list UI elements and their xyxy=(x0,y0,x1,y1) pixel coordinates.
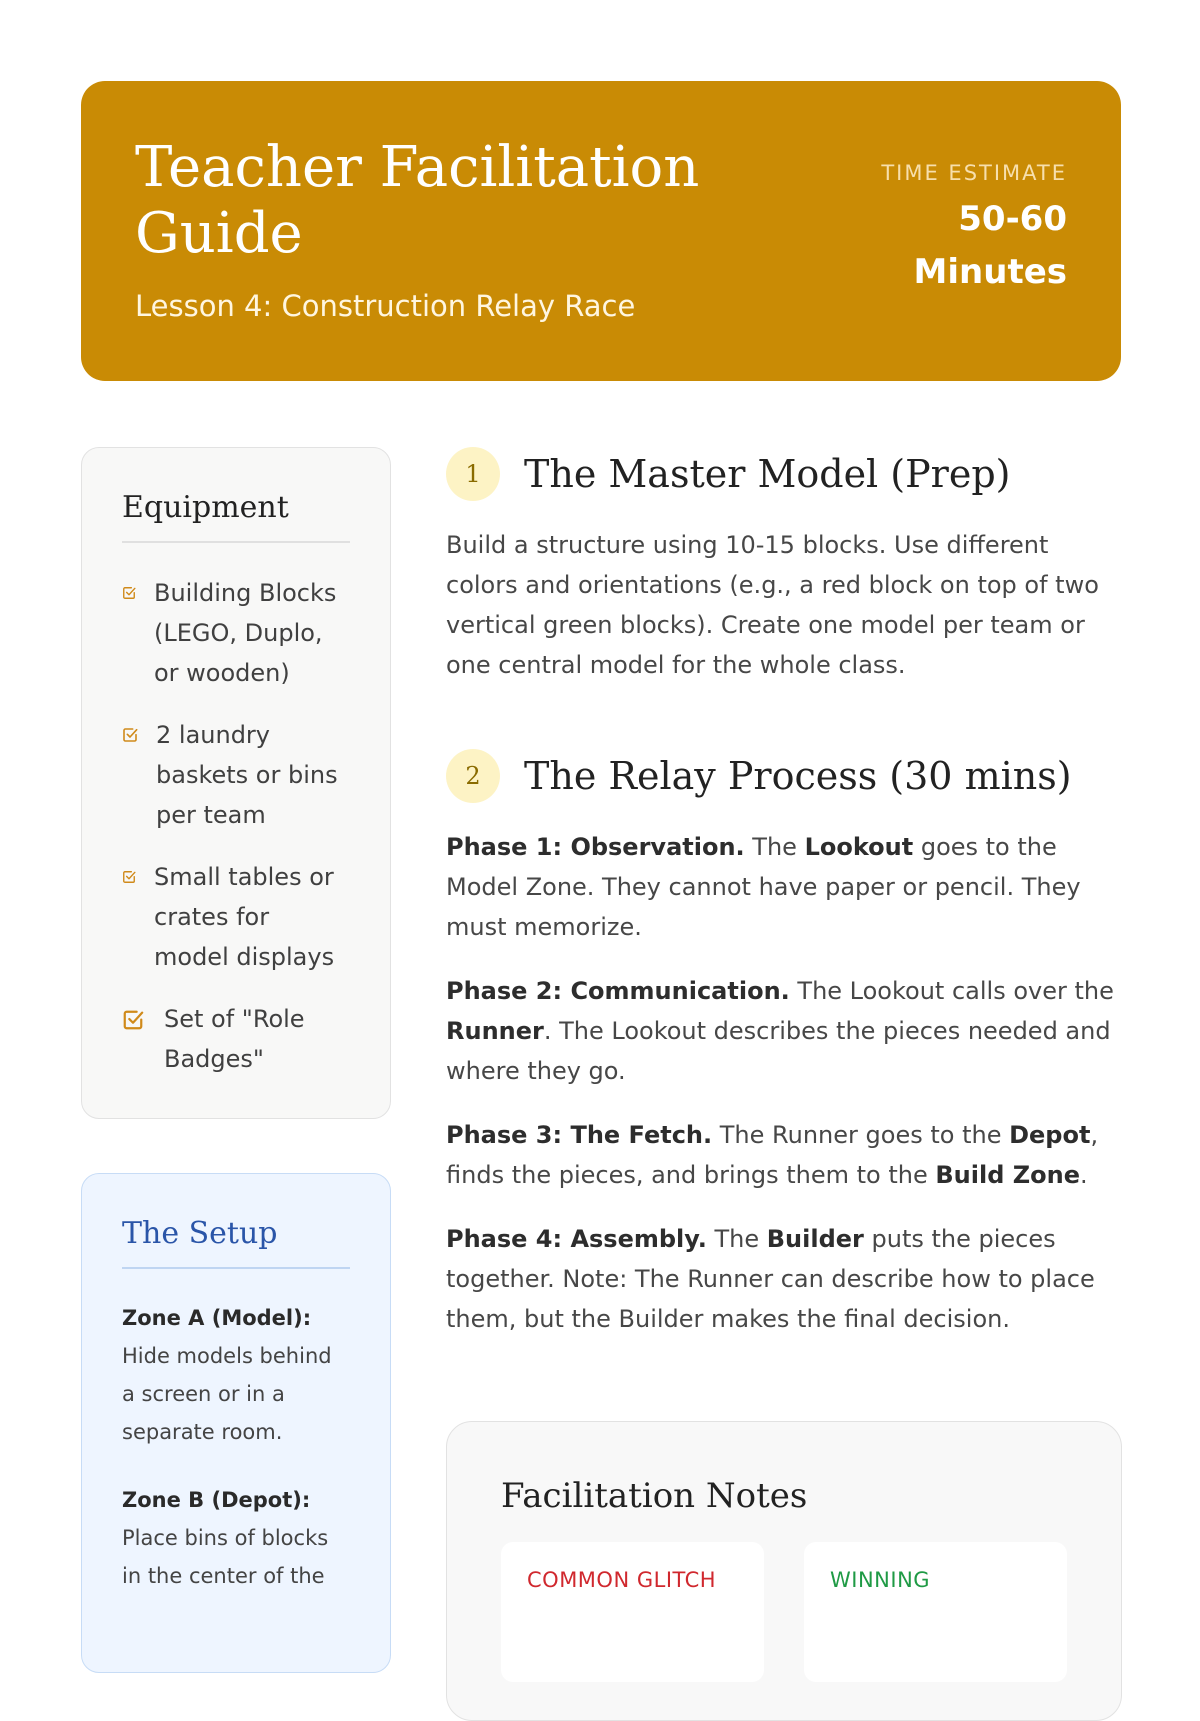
equipment-item xyxy=(122,999,350,1079)
phase-paragraph xyxy=(446,1219,1122,1339)
equipment-item xyxy=(122,573,350,693)
role-name: Lookout xyxy=(804,833,914,861)
phase-paragraph xyxy=(446,1115,1122,1195)
setup-zone-name: Zone A (Model): xyxy=(122,1306,312,1330)
setup-zone-name: Zone B (Depot): xyxy=(122,1488,311,1512)
note-box-glitch xyxy=(501,1542,764,1682)
note-box-winning xyxy=(804,1542,1067,1682)
section-title: The Relay Process (30 mins) xyxy=(524,754,1072,798)
section-relay-process xyxy=(446,749,1122,1339)
phase-paragraph xyxy=(446,971,1122,1091)
phase-text: . xyxy=(1080,1161,1088,1189)
main-content xyxy=(446,447,1122,1363)
role-name: Builder xyxy=(766,1225,864,1253)
step-number-badge: 1 xyxy=(446,447,500,501)
equipment-item-label: Building Blocks (LEGO, Duplo, or wooden) xyxy=(154,579,337,687)
zone-name: Build Zone xyxy=(935,1161,1080,1189)
facilitation-notes-card xyxy=(446,1421,1122,1721)
equipment-title: Equipment xyxy=(122,490,350,543)
phase-label: Phase 1: Observation. xyxy=(446,833,745,861)
setup-zone-text: Place bins of blocks in the center of the xyxy=(122,1526,329,1588)
phase-text: The Runner goes to the xyxy=(712,1121,1010,1149)
phase-text: The xyxy=(706,1225,767,1253)
equipment-item xyxy=(122,715,350,835)
note-label: COMMON GLITCH xyxy=(527,1568,717,1592)
time-estimate-label: TIME ESTIMATE xyxy=(881,161,1067,185)
zone-name: Depot xyxy=(1009,1121,1091,1149)
equipment-item-label: 2 laundry baskets or bins per team xyxy=(156,721,338,829)
phase-text: The Lookout calls over the xyxy=(789,977,1114,1005)
equipment-card xyxy=(81,447,391,1119)
section-heading xyxy=(446,447,1122,501)
note-label: WINNING xyxy=(830,1568,931,1592)
phase-paragraph xyxy=(446,827,1122,947)
page-title: Teacher Facilitation Guide xyxy=(135,135,700,266)
section-body: Build a structure using 10-15 blocks. Use different colors and orientations (e.g., a red block on top of two vertical green blocks). Create one model per team or one central model for the whole class. xyxy=(446,531,1099,679)
checkbox-icon xyxy=(122,1009,144,1031)
notes-grid xyxy=(501,1542,1067,1682)
setup-zone-b xyxy=(122,1481,350,1595)
notes-title: Facilitation Notes xyxy=(501,1476,808,1516)
phase-label: Phase 4: Assembly. xyxy=(446,1225,707,1253)
equipment-item-label: Small tables or crates for model displays xyxy=(154,863,335,971)
phase-text: The xyxy=(744,833,805,861)
lesson-subtitle: Lesson 4: Construction Relay Race xyxy=(135,289,636,323)
section-master-model xyxy=(446,447,1122,685)
setup-zone-text: Hide models behind a screen or in a separate room. xyxy=(122,1344,332,1444)
equipment-item xyxy=(122,857,350,977)
time-estimate-value: 50-60 Minutes xyxy=(913,199,1067,292)
equipment-item-label: Set of "Role Badges" xyxy=(164,1005,305,1073)
setup-card xyxy=(81,1173,391,1673)
phase-text: goes to the Model Zone. They cannot have paper or pencil. They must memorize. xyxy=(446,833,1081,941)
checkbox-icon xyxy=(122,727,138,743)
checkbox-icon xyxy=(122,870,136,884)
phase-label: Phase 3: The Fetch. xyxy=(446,1121,713,1149)
setup-zone-a xyxy=(122,1299,350,1451)
header-banner xyxy=(81,81,1121,381)
time-estimate xyxy=(881,161,1067,299)
phase-label: Phase 2: Communication. xyxy=(446,977,790,1005)
phase-text: . The Lookout describes the pieces needed and where they go. xyxy=(446,1017,1111,1085)
section-title: The Master Model (Prep) xyxy=(524,452,1011,496)
section-heading xyxy=(446,749,1122,803)
checkbox-icon xyxy=(122,586,136,600)
setup-title: The Setup xyxy=(122,1216,350,1269)
phase-text: , finds the pieces, and brings them to the xyxy=(446,1121,1099,1189)
phase-text: puts the pieces together. Note: The Runner can describe how to place them, but the Builder makes the final decision. xyxy=(446,1225,1095,1333)
role-name: Runner xyxy=(446,1017,544,1045)
step-number-badge: 2 xyxy=(446,749,500,803)
